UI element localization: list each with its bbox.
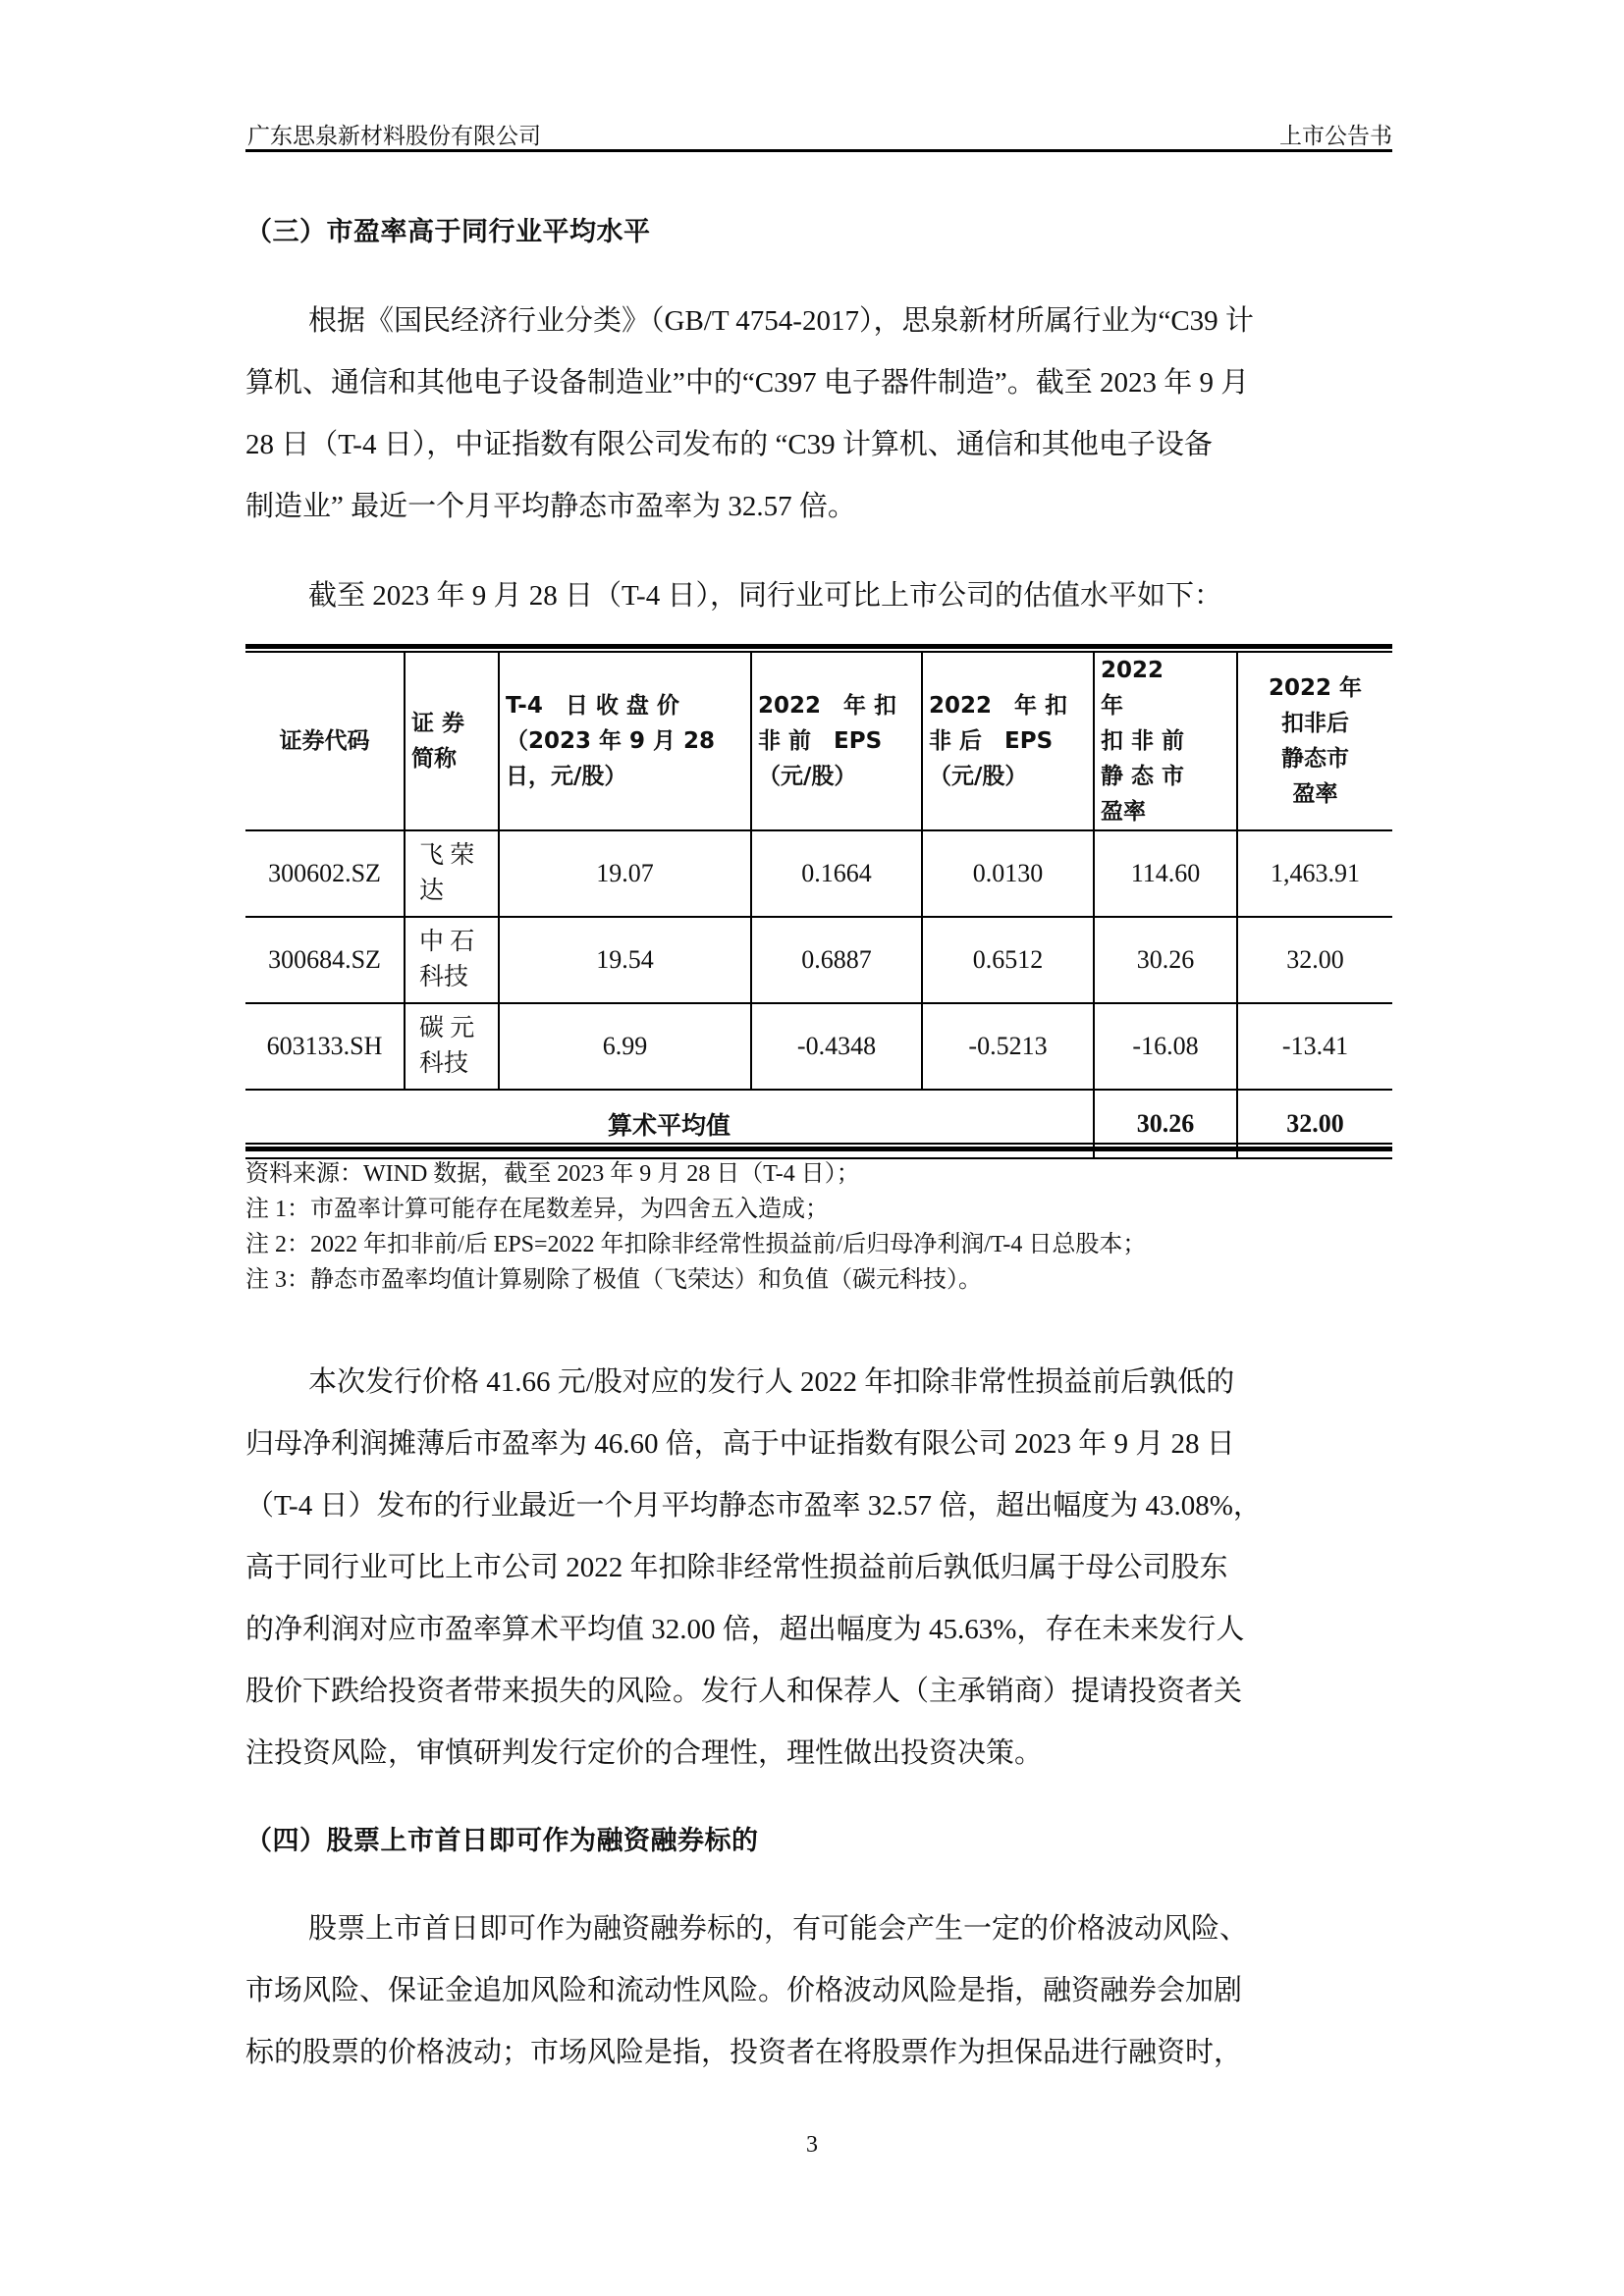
text-line: 注投资风险，审慎研判发行定价的合理性，理性做出投资决策。: [245, 1737, 1044, 1769]
col-header-close-price: T-4 日 收 盘 价 （2023 年 9 月 28 日，元/股）: [499, 649, 751, 831]
cell-close: 19.07: [499, 830, 751, 917]
text-line: 市场风险、保证金追加风险和流动性风险。价格波动风险是指，融资融券会加剧: [245, 1975, 1243, 2006]
text-line: 股票上市首日即可作为融资融券标的，有可能会产生一定的价格波动风险、: [308, 1913, 1249, 1945]
cell-pe-pre: -16.08: [1094, 1003, 1237, 1090]
average-pe-pre: 30.26: [1094, 1090, 1237, 1158]
cell-pe-post: 1,463.91: [1237, 830, 1392, 917]
cell-pe-pre: 114.60: [1094, 830, 1237, 917]
col-header-code: 证券代码: [245, 649, 405, 831]
cell-eps-pre: -0.4348: [751, 1003, 922, 1090]
average-label: 算术平均值: [245, 1090, 1094, 1158]
col-header-eps-post: 2022 年 扣 非 后 EPS （元/股）: [922, 649, 1094, 831]
cell-code: 300684.SZ: [245, 917, 405, 1003]
cell-code: 300602.SZ: [245, 830, 405, 917]
text-line: 算机、通信和其他电子设备制造业”中的“C397 电子器件制造”。截至 2023 年 9 月: [245, 367, 1250, 399]
text-line: 标的股票的价格波动；市场风险是指，投资者在将股票作为担保品进行融资时，: [245, 2037, 1243, 2068]
cell-eps-post: 0.0130: [922, 830, 1094, 917]
text-line: 28 日（T-4 日），中证指数有限公司发布的 “C39 计算机、通信和其他电子设备: [245, 429, 1213, 460]
average-pe-post: 32.00: [1237, 1090, 1392, 1158]
cell-eps-pre: 0.1664: [751, 830, 922, 917]
header-rule: [245, 149, 1392, 152]
cell-close: 19.54: [499, 917, 751, 1003]
col-header-pe-post: 2022 年 扣非后 静态市 盈率: [1237, 649, 1392, 831]
cell-pe-post: -13.41: [1237, 1003, 1392, 1090]
text-line: 根据《国民经济行业分类》（GB/T 4754-2017），思泉新材所属行业为“C39 计: [308, 305, 1254, 337]
section-3-paragraph-1: [245, 291, 1392, 538]
table-row: [245, 1003, 1392, 1090]
cell-pe-post: 32.00: [1237, 917, 1392, 1003]
page-number: 3: [806, 2132, 818, 2158]
text-line: 高于同行业可比上市公司 2022 年扣除非经常性损益前后孰低归属于母公司股东: [245, 1552, 1228, 1583]
note-2: 注 2：2022 年扣非前/后 EPS=2022 年扣除非经常性损益前/后归母净利润/T-4 日总股本；: [245, 1232, 1147, 1257]
cell-close: 6.99: [499, 1003, 751, 1090]
text-line: 截至 2023 年 9 月 28 日（T-4 日），同行业可比上市公司的估值水平如下：: [308, 580, 1222, 612]
page-header: [245, 116, 1392, 149]
section-4-paragraph: [245, 1898, 1392, 2084]
col-header-name: 证 券 简称: [405, 649, 499, 831]
cell-name: 碳 元 科技: [405, 1003, 499, 1090]
text-line: 制造业” 最近一个月平均静态市盈率为 32.57 倍。: [245, 491, 856, 522]
table-bottom-rule: [245, 1143, 1392, 1151]
cell-eps-pre: 0.6887: [751, 917, 922, 1003]
section-3-paragraph-2: [245, 565, 1392, 627]
cell-name: 中 石 科技: [405, 917, 499, 1003]
header-company: 广东思泉新材料股份有限公司: [247, 124, 541, 148]
text-line: 的净利润对应市盈率算术平均值 32.00 倍，超出幅度为 45.63%，存在未来发行人: [245, 1614, 1245, 1645]
cell-pe-pre: 30.26: [1094, 917, 1237, 1003]
text-line: 股价下跌给投资者带来损失的风险。发行人和保荐人（主承销商）提请投资者关: [245, 1676, 1243, 1707]
note-source: 资料来源：WIND 数据，截至 2023 年 9 月 28 日（T-4 日）；: [245, 1161, 860, 1187]
cell-eps-post: -0.5213: [922, 1003, 1094, 1090]
section-3-heading: （三）市盈率高于同行业平均水平: [245, 217, 651, 247]
table-header-row: [245, 649, 1392, 831]
table-row: [245, 917, 1392, 1003]
text-line: 归母净利润摊薄后市盈率为 46.60 倍，高于中证指数有限公司 2023 年 9 月 28 日: [245, 1428, 1235, 1460]
table-notes: [245, 1156, 1146, 1298]
header-doc-type: 上市公告书: [1279, 124, 1392, 148]
pe-risk-paragraph: [245, 1352, 1392, 1785]
cell-code: 603133.SH: [245, 1003, 405, 1090]
col-header-eps-pre: 2022 年 扣 非 前 EPS （元/股）: [751, 649, 922, 831]
text-line: 本次发行价格 41.66 元/股对应的发行人 2022 年扣除非常性损益前后孰低的: [308, 1366, 1235, 1398]
cell-name: 飞 荣 达: [405, 830, 499, 917]
table-row: [245, 830, 1392, 917]
note-1: 注 1：市盈率计算可能存在尾数差异，为四舍五入造成；: [245, 1197, 829, 1222]
section-4-heading: （四）股票上市首日即可作为融资融券标的: [245, 1826, 759, 1856]
text-line: （T-4 日）发布的行业最近一个月平均静态市盈率 32.57 倍，超出幅度为 43.08%，: [245, 1490, 1262, 1522]
note-3: 注 3：静态市盈率均值计算剔除了极值（飞荣达）和负值（碳元科技）。: [245, 1267, 982, 1293]
valuation-table: [245, 644, 1392, 1159]
col-header-pe-pre: 2022 年 扣 非 前 静 态 市 盈率: [1094, 649, 1237, 831]
cell-eps-post: 0.6512: [922, 917, 1094, 1003]
